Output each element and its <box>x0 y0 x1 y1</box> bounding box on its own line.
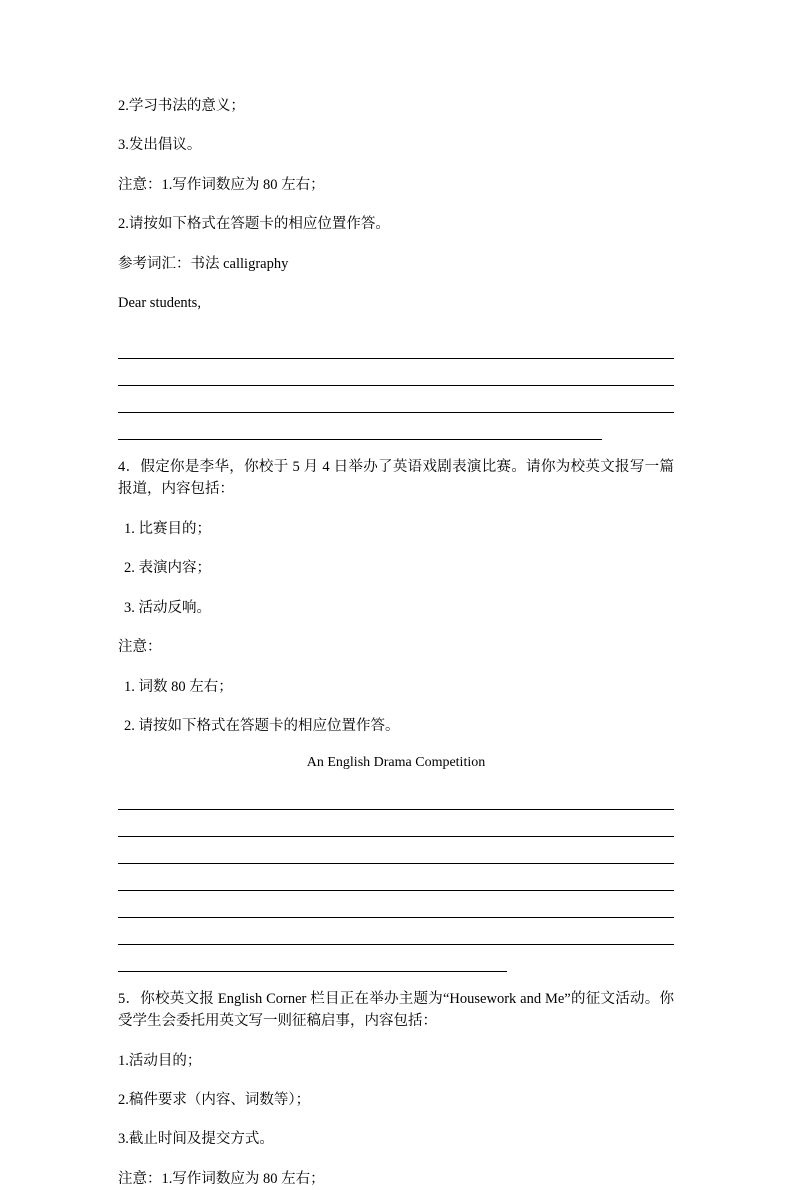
answer-lines-question4 <box>118 783 674 972</box>
question4-item-2: 2. 表演内容； <box>124 560 211 577</box>
paragraph-vocabulary: 参考词汇：书法 calligraphy <box>118 255 289 272</box>
answer-lines-question3 <box>118 332 674 440</box>
question4-item-1: 1. 比赛目的； <box>124 520 211 537</box>
question-5 <box>118 988 674 1190</box>
answer-line[interactable] <box>118 918 674 945</box>
paragraph-note2: 2.请按如下格式在答题卡的相应位置作答。 <box>118 216 390 233</box>
question4-title: An English Drama Competition <box>306 754 486 770</box>
question4-note-1: 1. 词数 80 左右； <box>124 678 233 695</box>
answer-line[interactable] <box>118 359 674 386</box>
answer-line[interactable] <box>118 386 674 413</box>
question5-item-3: 3.截止时间及提交方式。 <box>118 1131 274 1148</box>
answer-line[interactable] <box>118 945 507 972</box>
question5-item-1: 1.活动目的； <box>118 1052 202 1069</box>
answer-line[interactable] <box>118 891 674 918</box>
question4-note-2: 2. 请按如下格式在答题卡的相应位置作答。 <box>124 718 400 735</box>
answer-line[interactable] <box>118 413 602 440</box>
answer-line[interactable] <box>118 332 674 359</box>
paragraph-task2: 2.学习书法的意义； <box>118 98 245 114</box>
question-4 <box>118 456 674 972</box>
answer-line[interactable] <box>118 864 674 891</box>
answer-line[interactable] <box>118 810 674 837</box>
answer-line[interactable] <box>118 837 674 864</box>
question4-notes-label: 注意： <box>118 639 162 656</box>
question5-note: 注意：1.写作词数应为 80 左右； <box>118 1170 325 1187</box>
question4-item-3: 3. 活动反响。 <box>124 599 211 616</box>
paragraph-salutation: Dear students, <box>118 295 201 312</box>
question5-stem: 5．你校英文报 English Corner 栏目正在举办主题为“Housework and Me”的征文活动。你受学生会委托用英文写一则征稿启事，内容包括： <box>118 990 674 1030</box>
paragraph-note1: 注意：1.写作词数应为 80 左右； <box>118 176 325 193</box>
paragraph-task3: 3.发出倡议。 <box>118 137 202 154</box>
answer-line[interactable] <box>118 783 674 810</box>
question5-item-2: 2.稿件要求（内容、词数等）； <box>118 1091 311 1108</box>
question4-stem: 4．假定你是李华，你校于 5 月 4 日举办了英语戏剧表演比赛。请你为校英文报写一篇报道，内容包括： <box>118 458 674 498</box>
